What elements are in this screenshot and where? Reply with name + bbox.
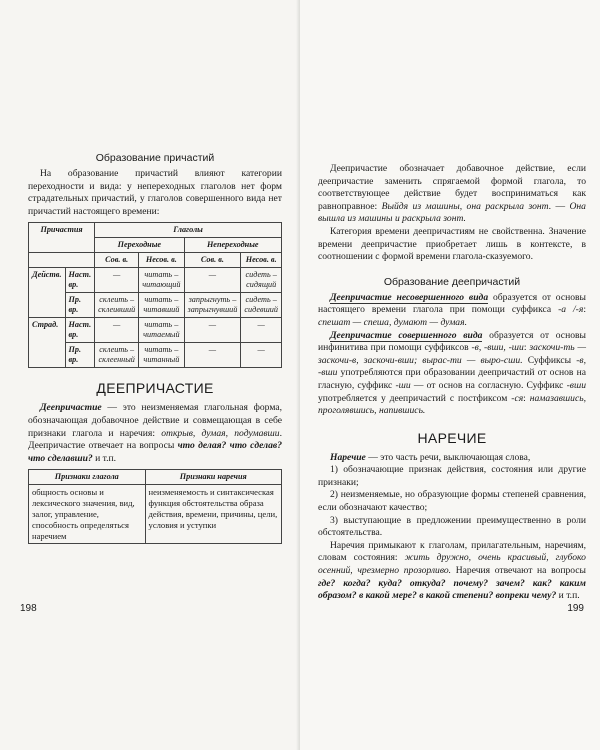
table-cell: склеить – склеенный — [95, 343, 139, 368]
col-transitive: Переходные — [95, 238, 184, 253]
col-adverb-features: Признаки наречия — [145, 470, 281, 485]
table-cell: запрыгнуть – запрыгнувший — [184, 293, 241, 318]
gerund-meaning-paragraph — [318, 163, 586, 226]
imperfective-text: образуется от основы настоящего времени глагола при помощи суффикса — [318, 291, 586, 316]
perfective-example2: намазавшись, проголявшись, напившись. — [318, 392, 586, 417]
gerund-text: — это неизменяемая глагольная форма, обозначающая добавочное действие и совмещающая в себе признаки глагола и наречия: — [28, 402, 282, 439]
perfective-text5: употребляется у деепричастий с постфиксом — [318, 392, 512, 404]
perfective-suffix2: -в, -вши — [318, 354, 586, 379]
table-cell: — — [95, 268, 139, 293]
imperfective-term: Деепричастие несовершенного вида — [330, 291, 489, 303]
p1-example-1: Выйдя из машины, она раскрыла зонт — [381, 200, 549, 212]
col-perf-1: Сов. в. — [95, 253, 139, 268]
table-row — [29, 343, 282, 368]
perfective-text2: Суффиксы — [522, 354, 577, 366]
row-present: Наст. вр. — [65, 318, 95, 343]
adverb-term: Наречие — [330, 451, 366, 463]
gerund-end: и т.п. — [92, 452, 117, 464]
adverb-usage-text: Наречия примыкают к глаголам, прилагательным, наречиям, словам состояния: — [318, 539, 586, 564]
col-intransitive: Непереходные — [184, 238, 282, 253]
row-passive: Страд. — [29, 318, 66, 368]
adverb-definition — [318, 452, 586, 465]
table-cell: читать – читанный — [139, 343, 184, 368]
row-past: Пр. вр. — [65, 293, 95, 318]
participle-intro: На образование причастий влияют категории переходности и вида: у непереходных глаголов нет форм страдательных причастий, у глаголов совершенного вида нет причастий настоящего времени: — [28, 168, 282, 217]
table-row — [29, 318, 282, 343]
table-cell: — — [184, 268, 241, 293]
right-page — [300, 0, 600, 750]
participle-table — [28, 222, 282, 368]
perfective-example: заскочи-ть — заскочи-в, заскочи-вши; вырас-ти — выро-сши. — [318, 342, 586, 366]
gerund-questions: что делая? что сделав? что сделавши? — [28, 440, 282, 464]
table-cell: — — [184, 318, 241, 343]
heading-participle-formation: Образование причастий — [95, 152, 215, 164]
left-column — [28, 152, 282, 544]
heading-gerund-formation: Образование деепричастий — [383, 275, 521, 288]
adverb-usage-text2: Наречия отвечают на вопросы — [451, 565, 587, 577]
table-cell: сидеть – сидевший — [241, 293, 282, 318]
table-row — [29, 268, 282, 293]
col-verb-features: Признаки глагола — [29, 470, 146, 485]
p1-example-2: Она вышла из машины и раскрыла зонт. — [318, 200, 586, 225]
table-cell: — — [184, 343, 241, 368]
table-cell: — — [241, 318, 282, 343]
list-item: 2) неизменяемые, но образующие формы степеней сравнения, если обозначают качество; — [318, 489, 586, 514]
imperfective-colon: : — [583, 304, 586, 316]
adverb-examples: жить дружно, очень красивый, глубоко осенний, чрезмерно прозорливо. — [318, 552, 586, 577]
table-row — [29, 485, 282, 544]
page-number-left: 198 — [20, 603, 37, 614]
perfective-text6: : — [523, 392, 530, 404]
perfective-text4: — от основ на согласную. Суффикс — [410, 379, 567, 391]
perfective-term: Деепричастие совершенного вида — [330, 329, 483, 341]
table-cell: — — [241, 343, 282, 368]
perfective-colon: : — [523, 342, 530, 354]
list-item: 1) обозначающие признак действия, состояния или другие признаки; — [318, 464, 586, 488]
table-cell: читать – читавший — [139, 293, 184, 318]
col-perf-2: Сов. в. — [184, 253, 241, 268]
adverb-end: и т.п. — [556, 590, 580, 602]
adverb-questions: где? когда? куда? откуда? почему? зачем? как? каким образом? в какой мере? в какой степени? вопреки чему? — [318, 577, 586, 602]
gerund-term: Деепричастие — [40, 402, 102, 414]
perfective-suffixes: -в, -вши, -ши — [471, 342, 524, 354]
adverb-features-cell: неизменяемость и синтаксическая функция обстоятельства образа действия, времени, причины, цели, условия и уступки — [145, 485, 281, 544]
adverb-text: — это часть речи, выключающая слова, — [365, 451, 531, 463]
imperfective-example: спешат — спеша, думают — думая. — [318, 316, 467, 328]
table-cell: склеить – склеивший — [95, 293, 139, 318]
table-cell: — — [95, 318, 139, 343]
table-row — [29, 293, 282, 318]
gerund-definition — [28, 402, 282, 465]
col-imperf-2: Несов. в. — [241, 253, 282, 268]
p1-text: Деепричастие обозначает добавочное действие, если деепричастие заменить спрягаемой формой глагола, то соответствующее действие будет восприниматься как равноправное: — [318, 163, 586, 212]
row-past: Пр. вр. — [65, 343, 95, 368]
perfective-suffix3: -ши — [395, 379, 411, 391]
row-active: Действ. — [29, 268, 66, 318]
table-cell: читать – читающий — [139, 268, 184, 293]
imperfective-suffix: -а /-я — [558, 304, 584, 316]
page-number-right: 199 — [567, 603, 584, 614]
table-cell: сидеть – сидящий — [241, 268, 282, 293]
gerund-text2: . Деепричастие отвечает на вопросы — [28, 427, 282, 452]
perfective-text3: употребляются при образовании деепричастий от основ на гласную, суффикс — [318, 367, 586, 391]
adverb-usage-paragraph — [318, 540, 586, 603]
header-empty — [29, 253, 95, 268]
heading-adverb: НАРЕЧИЕ — [417, 429, 487, 446]
perfective-postfix: -ся — [511, 392, 524, 404]
perfective-text: образуется от основы инфинитива при помощи суффиксов — [318, 329, 586, 354]
col-participles: Причастия — [29, 223, 95, 253]
col-verbs: Глаголы — [95, 223, 282, 238]
gerund-examples: открыв, думая, подумавши — [161, 427, 280, 439]
perfective-paragraph — [318, 330, 586, 418]
imperfective-paragraph — [318, 292, 586, 330]
table-cell: читать – читаемый — [139, 318, 184, 343]
p1-mid: . — — [548, 200, 570, 212]
heading-gerund: ДЕЕПРИЧАСТИЕ — [96, 380, 214, 397]
gerund-features-table — [28, 469, 282, 544]
right-column — [318, 163, 586, 603]
perfective-suffix4: -вши — [566, 379, 586, 391]
list-item: 3) выступающие в предложении преимущественно в роли обстоятельства. — [318, 514, 586, 539]
tense-paragraph: Категория времени деепричастиям не свойственна. Значение времени деепричастие приобретает лишь в контексте, в соотношении с формой времени глагола-сказуемого. — [318, 225, 586, 263]
row-present: Наст. вр. — [65, 268, 95, 293]
col-imperf-1: Несов. в. — [139, 253, 184, 268]
verb-features-cell: общность основы и лексического значения, вид, залог, управление, способность определяться наречием — [29, 485, 146, 544]
